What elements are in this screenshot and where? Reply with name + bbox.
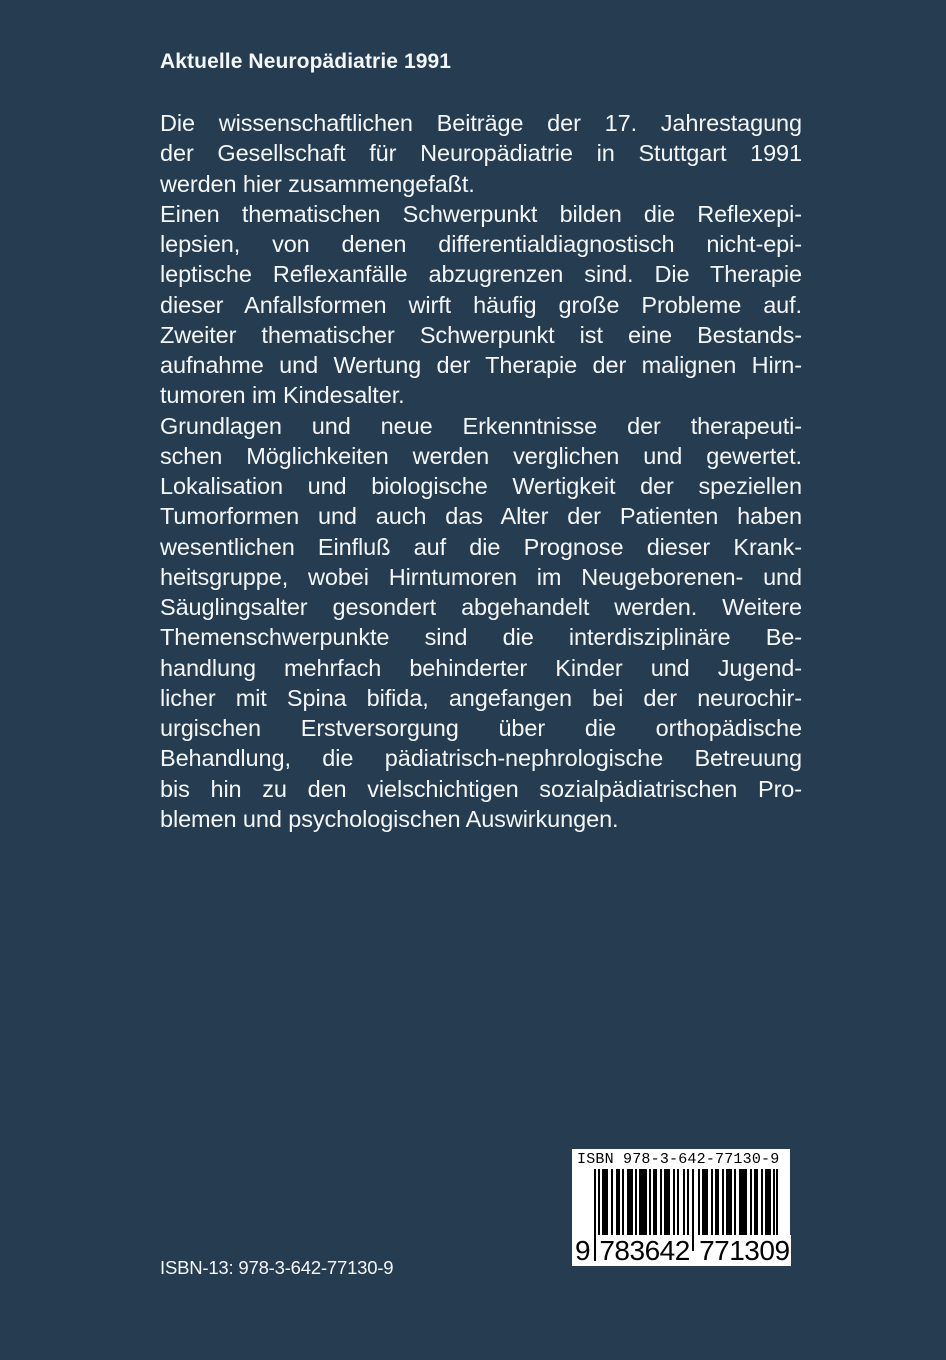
blurb-line: dieser Anfallsformen wirft häufig große Probleme auf.	[160, 291, 802, 318]
blurb-line: Die wissenschaftlichen Beiträge der 17. Jahrestagung	[160, 110, 802, 136]
blurb-line: bis hin zu den vielschichtigen sozialpädiatrischen Pro-	[160, 775, 802, 802]
blurb-line: tumoren im Kindesalter.	[160, 382, 405, 409]
barcode-digit-group-left: 783642	[599, 1235, 690, 1266]
blurb-line: leptische Reflexanfälle abzugrenzen sind. Die Therapie	[160, 261, 802, 288]
isbn-barcode	[572, 1149, 790, 1266]
book-title: Aktuelle Neuropädiatrie 1991	[160, 50, 452, 73]
blurb-line: werden hier zusammengefaßt.	[160, 170, 475, 197]
barcode-isbn-label: ISBN 978-3-642-77130-9	[577, 1151, 780, 1168]
blurb-line: blemen und psychologischen Auswirkungen.	[160, 805, 619, 832]
blurb-line: Einen thematischen Schwerpunkt bilden die Reflexepi-	[160, 200, 802, 227]
blurb-line: Grundlagen und neue Erkenntnisse der therapeuti-	[160, 412, 802, 439]
blurb-line: Behandlung, die pädiatrisch-nephrologische Betreuung	[160, 745, 802, 772]
blurb-line: Säuglingsalter gesondert abgehandelt werden. Weitere	[160, 594, 802, 620]
blurb-line: Themenschwerpunkte sind die interdisziplinäre Be-	[160, 624, 802, 651]
blurb-line: lepsien, von denen differentialdiagnostisch nicht-epi-	[160, 231, 802, 257]
isbn-13-text: ISBN-13: 978-3-642-77130-9	[160, 1257, 394, 1278]
blurb-line: licher mit Spina bifida, angefangen bei der neurochir-	[160, 684, 802, 711]
blurb-line: aufnahme und Wertung der Therapie der malignen Hirn-	[160, 352, 802, 378]
blurb-line: urgischen Erstversorgung über die orthopädische	[160, 715, 802, 741]
blurb-text	[160, 108, 802, 834]
blurb-line: Lokalisation und biologische Wertigkeit der speziellen	[160, 473, 802, 499]
barcode-digit-first: 9	[575, 1235, 591, 1266]
blurb-line: schen Möglichkeiten werden verglichen und gewertet.	[160, 442, 802, 469]
barcode-digit-group-right: 771309	[699, 1235, 790, 1266]
blurb-line: Zweiter thematischer Schwerpunkt ist eine Bestands-	[160, 321, 802, 348]
barcode-digits	[574, 1235, 791, 1267]
blurb-line: wesentlichen Einfluß auf die Prognose dieser Krank-	[160, 533, 802, 560]
blurb-line: handlung mehrfach behinderter Kinder und Jugend-	[160, 654, 802, 681]
blurb-line: der Gesellschaft für Neuropädiatrie in Stuttgart 1991	[160, 140, 802, 167]
blurb-line: heitsgruppe, wobei Hirntumoren im Neugeborenen- und	[160, 563, 802, 590]
blurb-line: Tumorformen und auch das Alter der Patienten haben	[160, 503, 802, 530]
